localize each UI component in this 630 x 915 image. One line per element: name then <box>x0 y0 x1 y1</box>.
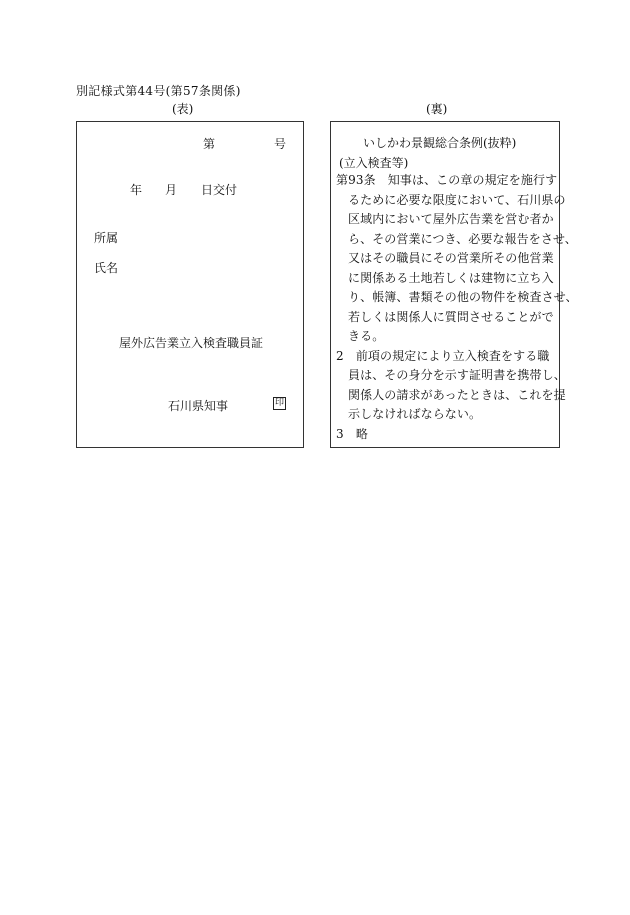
clause-line: 示しなければならない。 <box>348 407 482 421</box>
seal-stamp: 印 <box>274 398 284 408</box>
form-title: 別記様式第44号(第57条関係) <box>76 84 241 98</box>
clause-line: 員は、その身分を示す証明書を携帯し、 <box>348 368 566 382</box>
ordinance-body <box>336 171 578 444</box>
clause-line: に関係ある土地若しくは建物に立ち入 <box>348 270 554 285</box>
clause-line: 若しくは関係人に質問させることがで <box>348 309 554 324</box>
clause-line: 3 略 <box>336 426 368 441</box>
certificate-title: 屋外広告業立入検査職員証 <box>119 336 264 350</box>
clause-line: きる。 <box>348 329 385 343</box>
clause-line: 又はその職員にその営業所その他営業 <box>348 251 554 265</box>
issue-date-year: 年 <box>130 183 143 197</box>
clause-line: 第93条 知事は、この章の規定を施行す <box>336 173 558 187</box>
ordinance-title: いしかわ景観総合条例(抜粋) <box>363 136 517 150</box>
clause-line: り、帳簿、書類その他の物件を検査させ、 <box>348 290 578 304</box>
clause-line: 2 前項の規定により立入検査をする職 <box>336 348 550 363</box>
clause-93-paragraph-3 <box>336 425 556 445</box>
section-heading: (立入検査等) <box>339 156 409 170</box>
card-back <box>330 121 578 448</box>
card-number-suffix: 号 <box>274 137 287 151</box>
issuer-governor: 石川県知事 <box>168 399 229 413</box>
issue-date-day: 日交付 <box>201 183 238 197</box>
back-side-label: (裏) <box>426 102 448 116</box>
clause-line: 区域内において屋外広告業を営む者か <box>348 212 554 226</box>
clause-line: 関係人の請求があったときは、これを提 <box>348 387 566 402</box>
front-side-label: (表) <box>172 102 194 116</box>
issue-date-month: 月 <box>165 183 178 197</box>
clause-93-paragraph-2 <box>336 347 566 425</box>
card-front <box>76 121 304 448</box>
name-label: 氏名 <box>94 261 119 275</box>
clause-line: ら、その営業につき、必要な報告をさせ、 <box>348 231 577 246</box>
clause-line: るために必要な限度において、石川県の <box>348 192 566 207</box>
affiliation-label: 所属 <box>94 231 119 245</box>
clause-93 <box>336 171 578 347</box>
card-number-prefix: 第 <box>203 137 216 151</box>
